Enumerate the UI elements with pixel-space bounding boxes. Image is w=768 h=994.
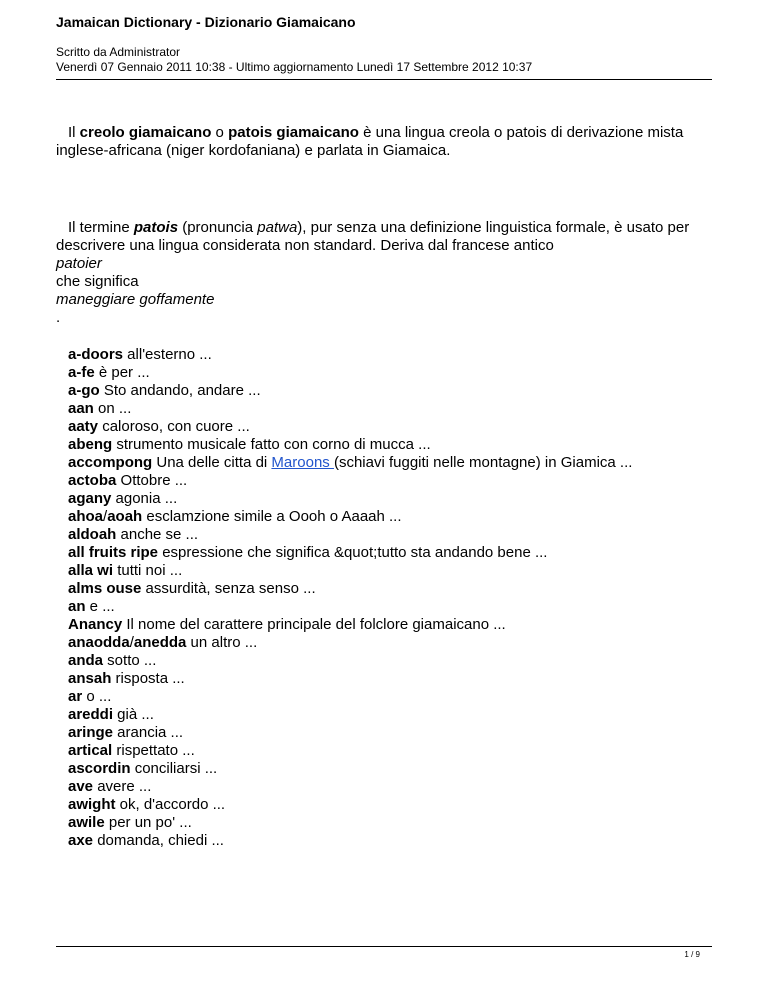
glossary-term: aaty: [68, 418, 99, 435]
intro-text: o: [211, 124, 229, 141]
glossary-term: alms ouse: [68, 580, 142, 597]
glossary-definition: risposta ...: [111, 670, 185, 687]
glossary-entry: [68, 454, 632, 472]
glossary-definition: arancia ...: [113, 724, 184, 741]
glossary-term: aoah: [107, 508, 143, 525]
glossary-entry: [68, 760, 632, 778]
glossary-term: anedda: [133, 634, 187, 651]
glossary-term: a-fe: [68, 364, 95, 381]
glossary-term: actoba: [68, 472, 117, 489]
glossary-term: aringe: [68, 724, 114, 741]
glossary-definition: già ...: [113, 706, 154, 723]
etymology-text: ), pur senza una definizione linguistica formale, è usato per descrivere una lingua considerata non standard. Deriva dal francese antico: [56, 219, 690, 254]
glossary-term: aldoah: [68, 526, 117, 543]
glossary-separator: /: [103, 508, 108, 525]
glossary-definition: anche se ...: [116, 526, 199, 543]
glossary-definition: esclamzione simile a Oooh o Aaaah ...: [142, 508, 402, 525]
glossary-definition: avere ...: [93, 778, 152, 795]
glossary-separator: /: [129, 634, 134, 651]
glossary-list: [68, 346, 632, 850]
glossary-definition: sotto ...: [103, 652, 157, 669]
glossary-entry: [68, 544, 632, 562]
glossary-entry: [68, 616, 632, 634]
glossary-entry: [68, 778, 632, 796]
intro-term-creolo: creolo giamaicano: [79, 124, 212, 141]
glossary-entry: [68, 634, 632, 652]
glossary-term: abeng: [68, 436, 113, 453]
maroons-link[interactable]: Maroons: [271, 454, 334, 471]
glossary-term: all fruits ripe: [68, 544, 159, 561]
glossary-term: aan: [68, 400, 94, 417]
glossary-term: ansah: [68, 670, 112, 687]
glossary-term: areddi: [68, 706, 114, 723]
glossary-term: anda: [68, 652, 104, 669]
author-line: Scritto da Administrator: [56, 45, 181, 59]
page-title: Jamaican Dictionary - Dizionario Giamaicano: [56, 14, 356, 30]
glossary-definition: Una delle citta di: [152, 454, 272, 471]
etymology-meaning: maneggiare goffamente: [56, 291, 215, 308]
etymology-term-patwa: patwa: [257, 219, 298, 236]
intro-term-patois: patois giamaicano: [228, 124, 359, 141]
glossary-term: a-doors: [68, 346, 124, 363]
date-line: Venerdì 07 Gennaio 2011 10:38 - Ultimo aggiornamento Lunedì 17 Settembre 2012 10:37: [56, 60, 533, 74]
glossary-definition: ok, d'accordo ...: [115, 796, 226, 813]
glossary-definition: domanda, chiedi ...: [93, 832, 224, 849]
etymology-term-patois: patois: [133, 219, 179, 236]
glossary-definition: conciliarsi ...: [130, 760, 218, 777]
glossary-term: awile: [68, 814, 105, 831]
glossary-definition: Ottobre ...: [116, 472, 188, 489]
etymology-term-patoier: patoier: [56, 255, 102, 272]
page-number: 1 / 9: [684, 950, 700, 959]
etymology-text: Il termine: [68, 219, 134, 236]
glossary-term: anaodda: [68, 634, 130, 651]
glossary-definition: on ...: [93, 400, 132, 417]
glossary-definition: strumento musicale fatto con corno di mucca ...: [112, 436, 431, 453]
glossary-entry: [68, 346, 632, 364]
glossary-entry: [68, 832, 632, 850]
glossary-definition: per un po' ...: [104, 814, 192, 831]
glossary-entry: [68, 508, 632, 526]
glossary-term: ar: [68, 688, 83, 705]
glossary-term: agany: [68, 490, 112, 507]
glossary-term: a-go: [68, 382, 100, 399]
glossary-definition: Il nome del carattere principale del folclore giamaicano ...: [122, 616, 506, 633]
glossary-entry: [68, 490, 632, 508]
glossary-entry: [68, 400, 632, 418]
glossary-entry: [68, 670, 632, 688]
intro-text: Il: [68, 124, 80, 141]
glossary-entry: [68, 652, 632, 670]
glossary-entry: [68, 706, 632, 724]
glossary-term: artical: [68, 742, 113, 759]
glossary-definition: assurdità, senza senso ...: [141, 580, 316, 597]
glossary-definition: espressione che significa &quot;tutto sta andando bene ...: [158, 544, 548, 561]
glossary-entry: [68, 688, 632, 706]
intro-paragraph: [56, 124, 736, 160]
glossary-entry: [68, 580, 632, 598]
glossary-entry: [68, 562, 632, 580]
intro-text: è una lingua creola o patois di derivazione mista inglese-africana (niger kordofaniana) e parlata in Giamaica.: [56, 124, 684, 159]
glossary-definition: caloroso, con cuore ...: [98, 418, 250, 435]
glossary-entry: [68, 724, 632, 742]
glossary-term: ave: [68, 778, 94, 795]
glossary-definition: all'esterno ...: [123, 346, 212, 363]
etymology-paragraph: [56, 219, 736, 327]
glossary-definition: o ...: [82, 688, 112, 705]
glossary-definition: un altro ...: [186, 634, 258, 651]
glossary-entry: [68, 742, 632, 760]
glossary-entry: [68, 472, 632, 490]
etymology-text: che significa: [56, 273, 139, 290]
glossary-entry: [68, 526, 632, 544]
glossary-term: alla wi: [68, 562, 114, 579]
etymology-text: (pronuncia: [178, 219, 258, 236]
glossary-term: an: [68, 598, 86, 615]
glossary-entry: [68, 382, 632, 400]
glossary-definition: è per ...: [94, 364, 150, 381]
glossary-term: accompong: [68, 454, 153, 471]
footer-divider: [56, 946, 712, 947]
glossary-entry: [68, 814, 632, 832]
glossary-definition: agonia ...: [111, 490, 178, 507]
glossary-term: ahoa: [68, 508, 104, 525]
glossary-definition: e ...: [85, 598, 115, 615]
glossary-definition: (schiavi fuggiti nelle montagne) in Giamica ...: [333, 454, 633, 471]
glossary-entry: [68, 364, 632, 382]
glossary-entry: [68, 418, 632, 436]
glossary-term: awight: [68, 796, 116, 813]
glossary-definition: tutti noi ...: [113, 562, 183, 579]
glossary-term: Anancy: [68, 616, 123, 633]
glossary-definition: Sto andando, andare ...: [99, 382, 261, 399]
glossary-entry: [68, 436, 632, 454]
glossary-term: axe: [68, 832, 94, 849]
etymology-period: .: [56, 309, 61, 326]
glossary-definition: rispettato ...: [112, 742, 195, 759]
glossary-term: ascordin: [68, 760, 131, 777]
glossary-entry: [68, 598, 632, 616]
header-divider: [56, 79, 712, 80]
glossary-entry: [68, 796, 632, 814]
